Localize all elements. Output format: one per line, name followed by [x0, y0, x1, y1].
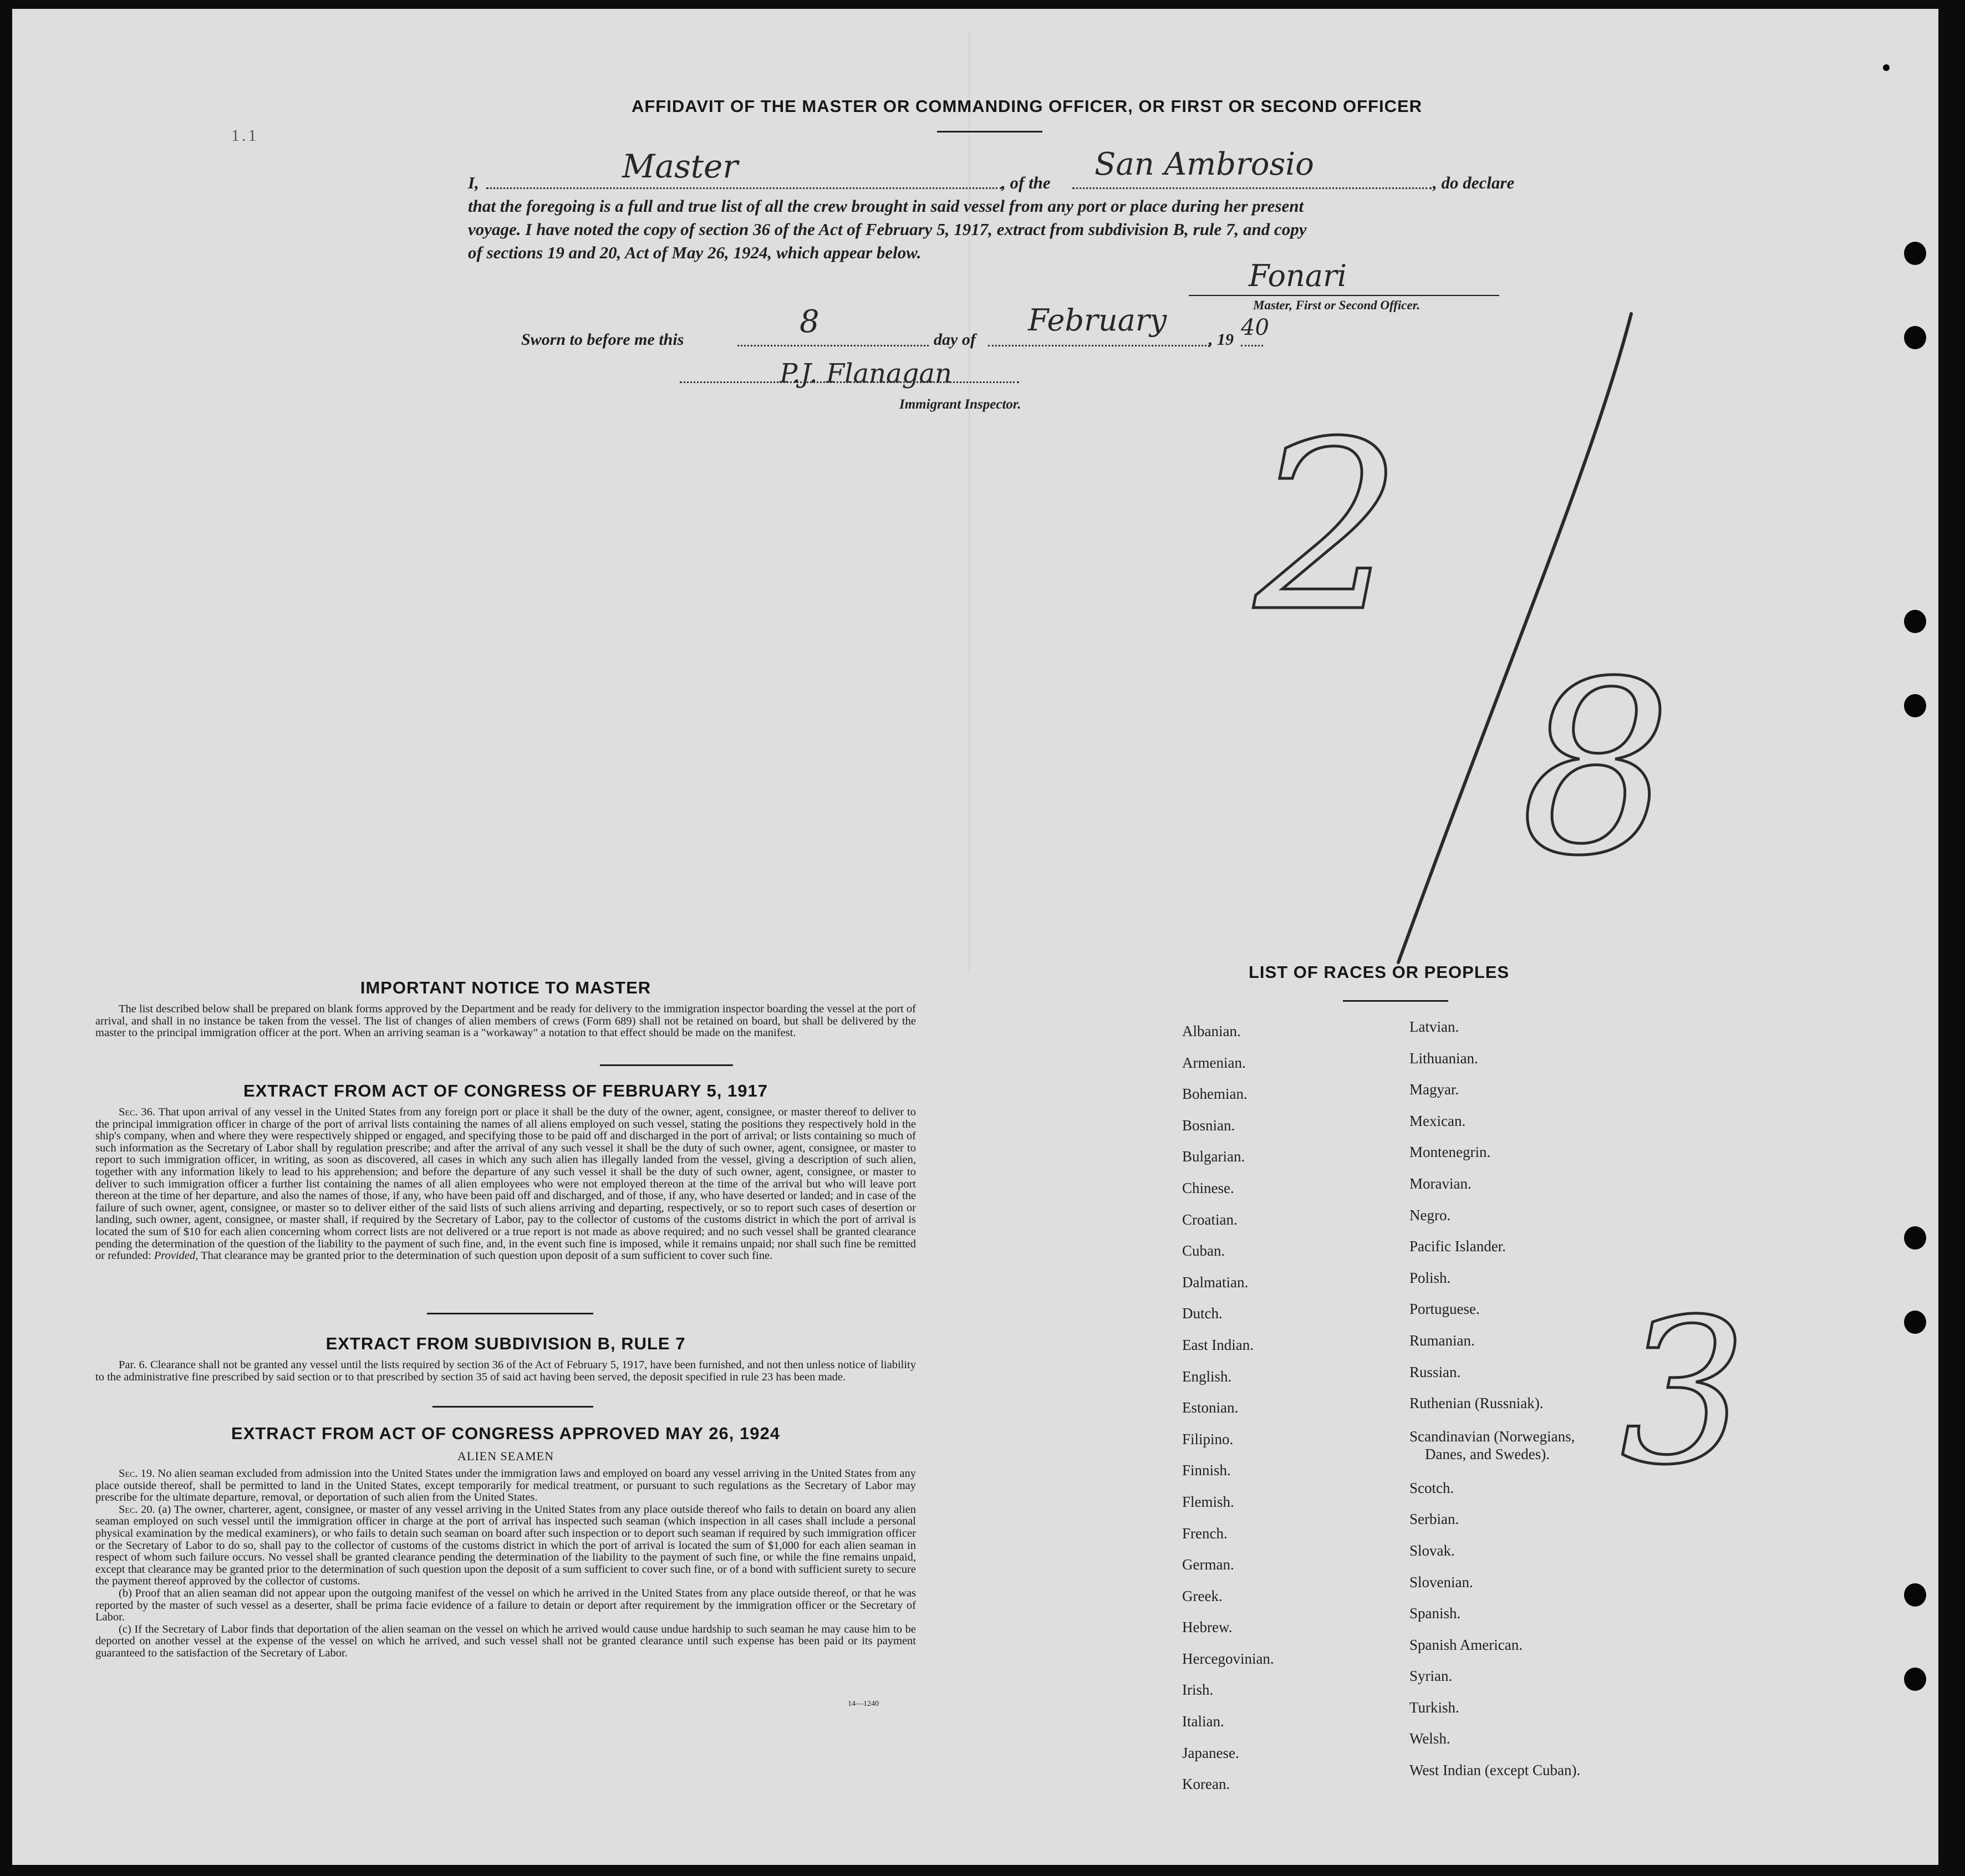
inspector-signature: P.J. Flanagan [780, 358, 952, 389]
fraction-numerator: 2 [1254, 392, 1403, 663]
punch-hole [1904, 694, 1926, 717]
race-item: Spanish. [1409, 1605, 1461, 1622]
year-prefix: , 19 [1209, 330, 1234, 349]
sworn-month-handwritten: February [1028, 303, 1167, 338]
inspector-caption: Immigrant Inspector. [899, 397, 1021, 412]
race-item: Rumanian. [1409, 1332, 1475, 1349]
punch-hole [1904, 1583, 1926, 1607]
race-item: Estonian. [1182, 1399, 1239, 1416]
race-item: East Indian. [1182, 1336, 1254, 1353]
race-item: Lithuanian. [1409, 1049, 1478, 1067]
i-label: I, [468, 173, 479, 192]
affidavit-line-4: of sections 19 and 20, Act of May 26, 1924, which appear below. [468, 243, 922, 262]
race-item: Finnish. [1182, 1462, 1231, 1479]
race-item: Mexican. [1409, 1112, 1466, 1129]
race-item: Armenian. [1182, 1054, 1246, 1071]
race-item: Negro. [1409, 1206, 1451, 1224]
extract-1924-text: Sec. 19. No alien seaman excluded from admission into the United States under the immigration laws and employed on board any vessel arriving in the United States from any place outside thereof, shall be permitted to land in the United States, except temporarily for medical treatment, or pursuant to such regulations as the Secretary of Labor may prescribe for the ultimate departure, removal, or deportation of such alien from the United States. Sec. 20. (a) The owner, charterer, agent, consignee, or master of any vessel arriving in the United States from any place outside thereof who fails to detain on board any alien seaman employed on such vessel until the immigration officer in charge at the port of arrival has inspected such seaman (which inspection in all cases shall include a personal physical examination by the medical examiners), or who fails to detain such seaman on board after such inspection or to deport such seaman if required by such immigration officer or the Secretary of Labor to do so, shall pay to the collector of customs of the customs district in which the port of arrival is located the sum of $1,000 for each alien seaman in respect of whom such failure occurs. No vessel shall be granted clearance pending the determination of the liability to the payment of such fine, or while the fine remains unpaid, except that clearance may be granted prior to the determination of such question upon the deposit of a sum sufficient to cover such fine, or of a bond with sufficient surety to secure the payment thereof approved by the collector of customs. (b) Proof that an alien seaman did not appear upon the outgoing manifest of the vessel on which he arrived in the United States from any place outside thereof, or that he was reported by the master of such vessel as a deserter, shall be prima facie evidence of a failure to detain or deport after requirement by the immigration officer or the Secretary of Labor. (c) If the Secretary of Labor finds that deportation of the alien seaman on the vessel on which he arrived would cause undue hardship to such seaman he may cause him to be deported on another vessel at the expense of the vessel on which he arrived, and such vessel shall not be granted clearance until such expense has been paid or its payment guaranteed to the satisfaction of the Secretary of Labor. [95, 1467, 917, 1659]
rule7-title: EXTRACT FROM SUBDIVISION B, RULE 7 [325, 1334, 686, 1353]
officer-signature-line [1189, 295, 1499, 296]
race-item: Irish. [1182, 1681, 1214, 1699]
race-item: Korean. [1182, 1776, 1230, 1793]
vessel-name-handwritten: San Ambrosio [1095, 146, 1314, 182]
day-of-label: day of [934, 330, 976, 349]
race-item: Latvian. [1409, 1018, 1459, 1035]
punch-hole [1904, 610, 1926, 633]
inspector-signature-line [680, 375, 1019, 383]
officer-caption: Master, First or Second Officer. [1253, 298, 1421, 312]
race-item: Polish. [1409, 1269, 1451, 1286]
races-right-column [1409, 1011, 1698, 1786]
race-item: Magyar. [1409, 1081, 1459, 1098]
race-item: Danes, and Swedes). [1425, 1445, 1550, 1462]
pin-mark [1883, 64, 1890, 71]
extract-1917-text: Sec. 36. That upon arrival of any vessel in the United States from any foreign port or place it shall be the duty of the owner, agent, consignee, or master thereof to deliver to the principal immigration officer in charge of the port of arrival lists containing the names of all aliens employed on such vessel, stating the positions they respectively hold in the ship's company, when and where they were respectively shipped or engaged, and specifying those to be paid off and discharged in the port of arrival; or lists containing so much of such information as the Secretary of Labor shall by regulation prescribe; and after the arrival of any such vessel it shall be the duty of such owner, agent, consignee, or master to report to such immigration officer, in writing, as soon as discovered, all cases in which any such alien has illegally landed from the vessel, giving a description of such alien, together with any information likely to lead to his apprehension; and before the departure of any such vessel it shall be the duty of such owner, agent, consignee, or master to deliver to such immigration officer a further list containing the names of all alien employees who were not employed thereon at the time of the arrival but who will leave port thereon at the time of her departure, and also the names of those, if any, who have been paid off and discharged, and of those, if any, who have deserted or landed; and in case of the failure of such owner, agent, consignee, or master so to deliver either of the said lists of such aliens arriving and departing, respectively, or so to report such cases of desertion or landing, such owner, agent, consignee, or master shall, if required by the Secretary of Labor, pay to the collector of customs of the customs district in which the port of arrival is located the sum of $10 for each alien concerning whom correct lists are not delivered or a true report is not made as above required; and no such vessel shall be granted clearance pending the determination of the question of the liability to the payment of such fine, and, in the event such fine is imposed, while it remains unpaid; nor shall such fine be remitted or refunded: Provided, That clearance may be granted prior to the determination of such question upon deposit of a sum sufficient to cover such fine. [95, 1106, 916, 1262]
race-item: English. [1182, 1368, 1232, 1385]
extract-1924-title: EXTRACT FROM ACT OF CONGRESS APPROVED MAY 26, 1924 [231, 1424, 780, 1443]
race-item: Portuguese. [1409, 1301, 1480, 1318]
race-item: West Indian (except Cuban). [1409, 1762, 1581, 1779]
race-item: Japanese. [1182, 1744, 1239, 1761]
page-mark: 1.1 [231, 126, 259, 145]
race-item: Turkish. [1409, 1699, 1459, 1716]
races-left-column [1182, 1016, 1382, 1800]
punch-hole [1904, 1311, 1926, 1334]
affidavit-title: AFFIDAVIT OF THE MASTER OR COMMANDING OFFICER, OR FIRST OR SECOND OFFICER [631, 96, 1423, 116]
do-declare-label: , do declare [1433, 173, 1515, 192]
race-item: Albanian. [1182, 1023, 1241, 1039]
rule7-text: Par. 6. Clearance shall not be granted any vessel until the lists required by section 36 of the Act of February 5, 1917, have been furnished, and not then unless notice of liability to the administrative fine prescribed by said section or to that prescribed by section 35 of said act having been served, the deposit specified in rule 23 has been made. [95, 1359, 916, 1383]
race-item: Hebrew. [1182, 1619, 1233, 1636]
handwritten-fraction [1232, 297, 1731, 996]
sworn-day-handwritten: 8 [800, 304, 819, 340]
race-item: Moravian. [1409, 1175, 1472, 1192]
race-item: German. [1182, 1556, 1234, 1573]
punch-hole [1904, 242, 1926, 265]
affidavit-line-3: voyage. I have noted the copy of section 36 of the Act of February 5, 1917, extract from subdivision B, rule 7, and copy [468, 220, 1307, 239]
race-item: Hercegovinian. [1182, 1650, 1274, 1667]
race-item: Croatian. [1182, 1211, 1238, 1228]
race-item: Syrian. [1409, 1668, 1453, 1685]
form-number: 14—1240 [848, 1700, 879, 1708]
extract-1917-title: EXTRACT FROM ACT OF CONGRESS OF FEBRUARY 5, 1917 [243, 1081, 768, 1100]
side-number: 3 [1620, 1278, 1748, 1500]
extract-1917-rule [427, 1313, 593, 1314]
race-item: Serbian. [1409, 1511, 1459, 1528]
race-item: Spanish American. [1409, 1636, 1523, 1653]
alien-seamen-subtitle: ALIEN SEAMEN [457, 1449, 554, 1463]
fraction-denominator: 8 [1520, 631, 1672, 908]
punch-hole [1904, 1226, 1926, 1250]
punch-hole [1904, 326, 1926, 349]
race-item: French. [1182, 1525, 1228, 1542]
year-suffix-handwritten: 40 [1241, 315, 1269, 340]
of-the-label: , of the [1001, 173, 1051, 192]
race-item: Bulgarian. [1182, 1148, 1245, 1165]
notice-title: IMPORTANT NOTICE TO MASTER [360, 978, 651, 997]
title-rule [937, 131, 1042, 132]
document-page [12, 9, 1938, 1865]
race-item: Pacific Islander. [1409, 1238, 1506, 1255]
day-field-line [737, 328, 929, 346]
race-item: Scotch. [1409, 1479, 1454, 1496]
race-item: Cuban. [1182, 1242, 1225, 1260]
sworn-label: Sworn to before me this [521, 330, 684, 349]
race-item: Scandinavian (Norwegians, [1409, 1428, 1575, 1445]
race-item: Montenegrin. [1409, 1144, 1491, 1161]
race-item: Filipino. [1182, 1430, 1234, 1447]
master-handwritten: Master [622, 147, 739, 185]
race-item: Dalmatian. [1182, 1273, 1249, 1291]
race-item: Chinese. [1182, 1179, 1234, 1196]
race-item: Slovenian. [1409, 1573, 1473, 1590]
notice-text: The list described below shall be prepared on blank forms approved by the Department and be ready for delivery to the immigration inspector boarding the vessel at the port of arrival, and shall in no instance be taken from the vessel. The list of changes of alien members of crews (Form 689) shall not be retained on board, but shall be delivered by the master to the principal immigration officer at the port. When an arriving seaman is a "workaway" a notation to that effect should be made on the manifest. [95, 1003, 916, 1039]
officer-signature: Fonari [1249, 258, 1347, 293]
race-item: Ruthenian (Russniak). [1409, 1395, 1544, 1412]
races-title: LIST OF RACES OR PEOPLES [1249, 962, 1510, 982]
race-item: Dutch. [1182, 1305, 1223, 1322]
race-item: Russian. [1409, 1363, 1461, 1380]
race-item: Bosnian. [1182, 1117, 1235, 1134]
race-item: Italian. [1182, 1713, 1224, 1730]
notice-rule [600, 1064, 733, 1066]
race-item: Greek. [1182, 1587, 1223, 1604]
rule7-rule [432, 1406, 593, 1408]
race-item: Welsh. [1409, 1730, 1450, 1747]
race-item: Slovak. [1409, 1542, 1455, 1559]
races-rule [1343, 1000, 1448, 1002]
punch-hole [1904, 1668, 1926, 1691]
master-field-line [486, 171, 1002, 189]
race-item: Bohemian. [1182, 1085, 1248, 1103]
affidavit-line-2: that the foregoing is a full and true list of all the crew brought in said vessel from any port or place during her present [468, 196, 1304, 216]
race-item: Flemish. [1182, 1493, 1234, 1510]
